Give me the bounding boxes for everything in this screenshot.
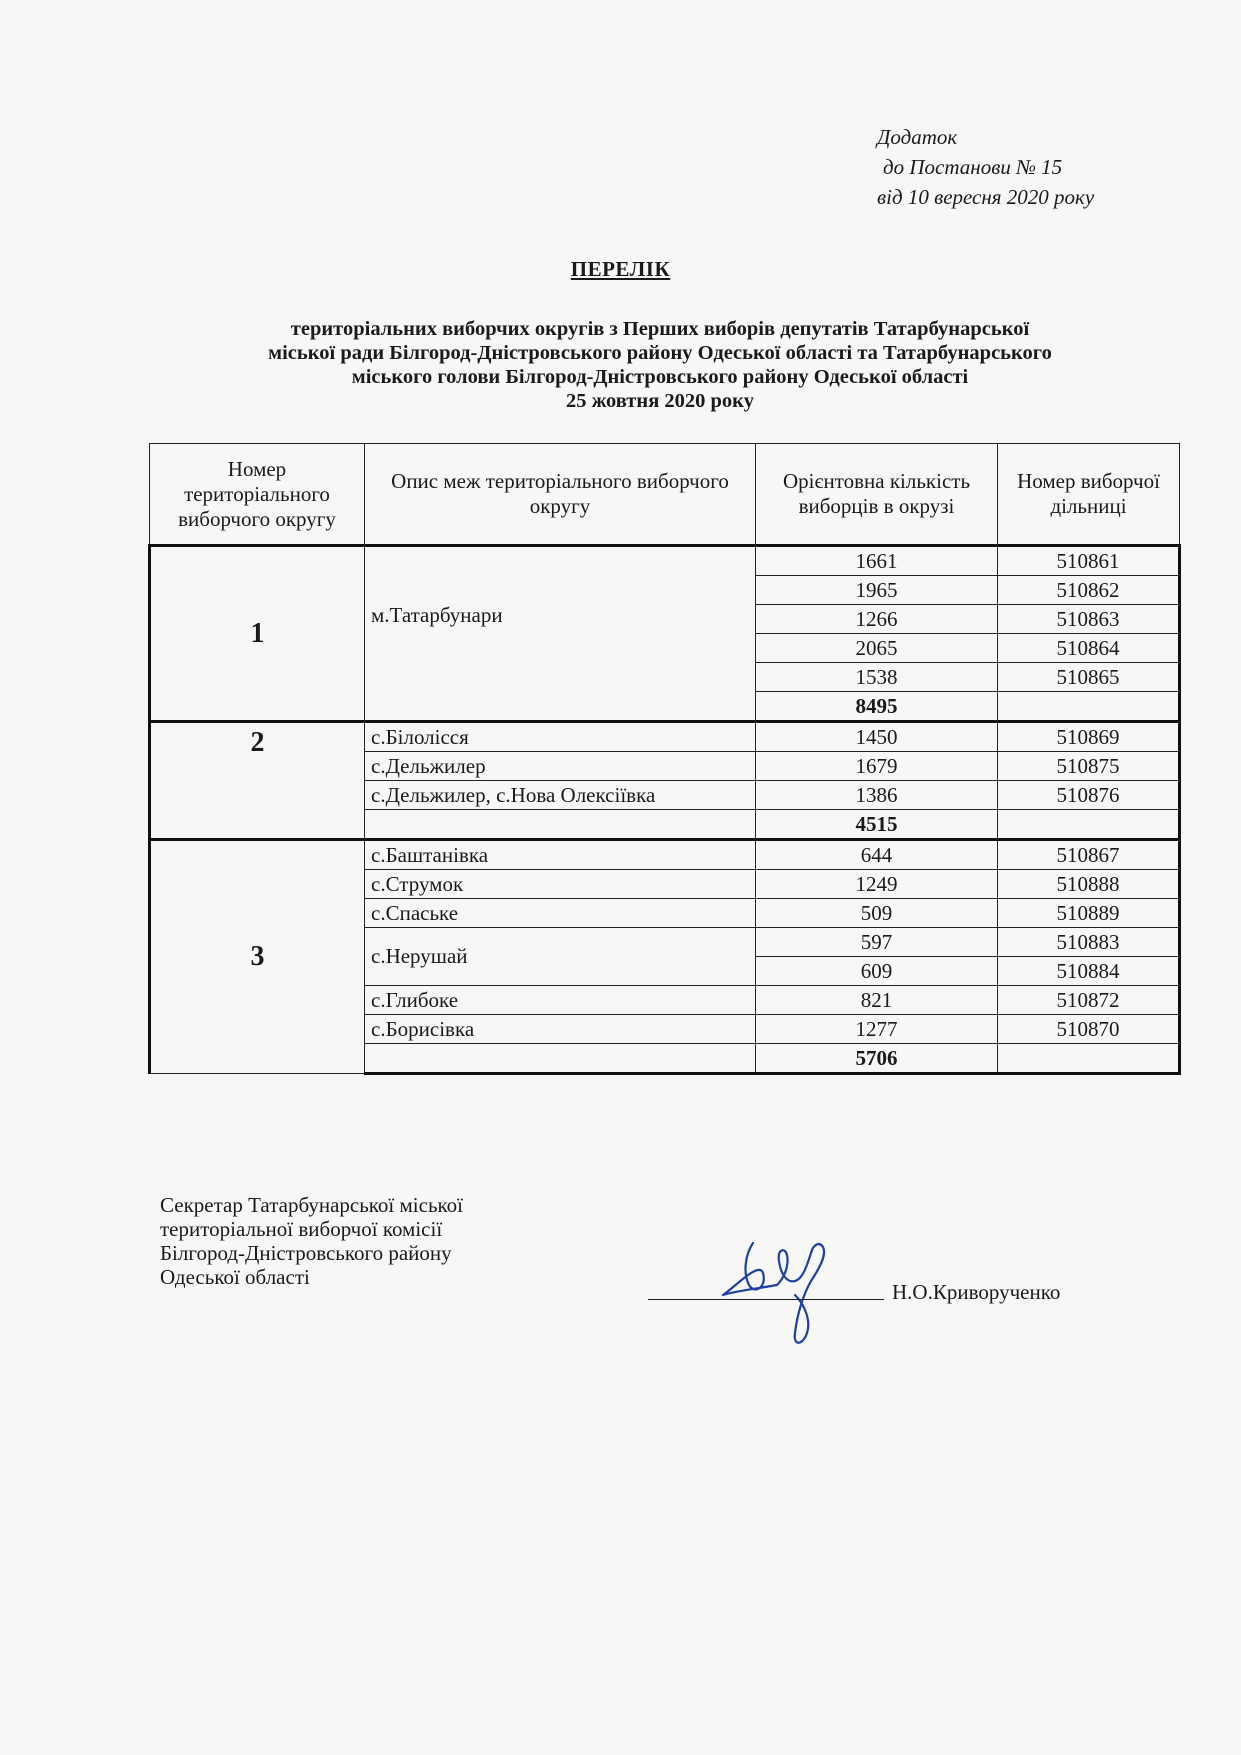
document-title: ПЕРЕЛІК xyxy=(570,257,671,281)
annex-line: до Постанови № 15 xyxy=(883,155,1063,179)
handwritten-signature xyxy=(715,1225,855,1355)
district-place: с.Глибоке xyxy=(365,986,756,1015)
signature-line xyxy=(648,1299,884,1300)
district-place: м.Татарбунари xyxy=(365,546,756,722)
voter-count: 1661 xyxy=(756,546,998,576)
empty-cell xyxy=(365,810,756,840)
subtitle-line: територіальних виборчих округів з Перших виборів депутатів Татарбунарської xyxy=(290,318,1030,340)
voter-count: 1450 xyxy=(756,722,998,752)
station-number: 510861 xyxy=(998,546,1180,576)
voter-count: 1538 xyxy=(756,663,998,692)
station-number: 510884 xyxy=(998,957,1180,986)
district-place: с.Дельжилер xyxy=(365,752,756,781)
voter-count: 609 xyxy=(756,957,998,986)
voter-count: 1965 xyxy=(756,576,998,605)
district-total: 4515 xyxy=(756,810,998,840)
district-number: 1 xyxy=(150,546,365,722)
voter-count: 1386 xyxy=(756,781,998,810)
voter-count: 821 xyxy=(756,986,998,1015)
signatory-name: Н.О.Криворученко xyxy=(892,1280,1061,1304)
station-number: 510883 xyxy=(998,928,1180,957)
district-place: с.Нерушай xyxy=(365,928,756,986)
district-place: с.Дельжилер, с.Нова Олексіївка xyxy=(365,781,756,810)
table-row xyxy=(150,722,1180,752)
signatory-line: Одеської області xyxy=(160,1265,310,1289)
voter-count: 1249 xyxy=(756,870,998,899)
station-number: 510875 xyxy=(998,752,1180,781)
subtitle-date: 25 жовтня 2020 року xyxy=(566,390,754,412)
voter-count: 597 xyxy=(756,928,998,957)
station-number: 510889 xyxy=(998,899,1180,928)
districts-table xyxy=(148,443,1181,1075)
signatory-block xyxy=(160,1193,463,1289)
annex-line: від 10 вересня 2020 року xyxy=(877,185,1095,209)
station-number: 510864 xyxy=(998,634,1180,663)
district-total: 5706 xyxy=(756,1044,998,1074)
header-boundary-description: Опис меж територіального виборчого округу xyxy=(365,444,756,546)
signatory-line: територіальної виборчої комісії xyxy=(160,1217,443,1241)
district-place: с.Білолісся xyxy=(365,722,756,752)
voter-count: 1266 xyxy=(756,605,998,634)
signatory-line: Секретар Татарбунарської міської xyxy=(160,1193,464,1217)
district-place: с.Спаське xyxy=(365,899,756,928)
district-place: с.Баштанівка xyxy=(365,840,756,870)
header-voter-count: Орієнтовна кількість виборців в окрузі xyxy=(756,444,998,546)
voter-count: 1277 xyxy=(756,1015,998,1044)
station-number: 510865 xyxy=(998,663,1180,692)
station-number: 510862 xyxy=(998,576,1180,605)
annex-line: Додаток xyxy=(877,125,958,149)
station-number: 510870 xyxy=(998,1015,1180,1044)
district-number: 3 xyxy=(150,840,365,1074)
header-district-number: Номер територіального виборчого округу xyxy=(150,444,365,546)
station-number: 510863 xyxy=(998,605,1180,634)
station-number: 510869 xyxy=(998,722,1180,752)
district-number: 2 xyxy=(150,722,365,840)
document-subtitle xyxy=(160,317,1160,413)
voter-count: 644 xyxy=(756,840,998,870)
district-place: с.Струмок xyxy=(365,870,756,899)
voter-count: 1679 xyxy=(756,752,998,781)
empty-cell xyxy=(998,810,1180,840)
district-total: 8495 xyxy=(756,692,998,722)
subtitle-line: міського голови Білгород-Дністровського району Одеської області xyxy=(351,366,969,388)
table-row xyxy=(150,840,1180,870)
station-number: 510876 xyxy=(998,781,1180,810)
table-header-row xyxy=(150,444,1180,546)
empty-cell xyxy=(998,692,1180,722)
voter-count: 2065 xyxy=(756,634,998,663)
station-number: 510888 xyxy=(998,870,1180,899)
empty-cell xyxy=(998,1044,1180,1074)
table-row xyxy=(150,546,1180,576)
station-number: 510867 xyxy=(998,840,1180,870)
subtitle-line: міської ради Білгород-Дністровського району Одеської області та Татарбунарського xyxy=(268,342,1052,364)
empty-cell xyxy=(365,1044,756,1074)
station-number: 510872 xyxy=(998,986,1180,1015)
annex-block xyxy=(877,122,1094,212)
voter-count: 509 xyxy=(756,899,998,928)
signatory-line: Білгород-Дністровського району xyxy=(160,1241,452,1265)
district-place: с.Борисівка xyxy=(365,1015,756,1044)
header-polling-station: Номер виборчої дільниці xyxy=(998,444,1180,546)
